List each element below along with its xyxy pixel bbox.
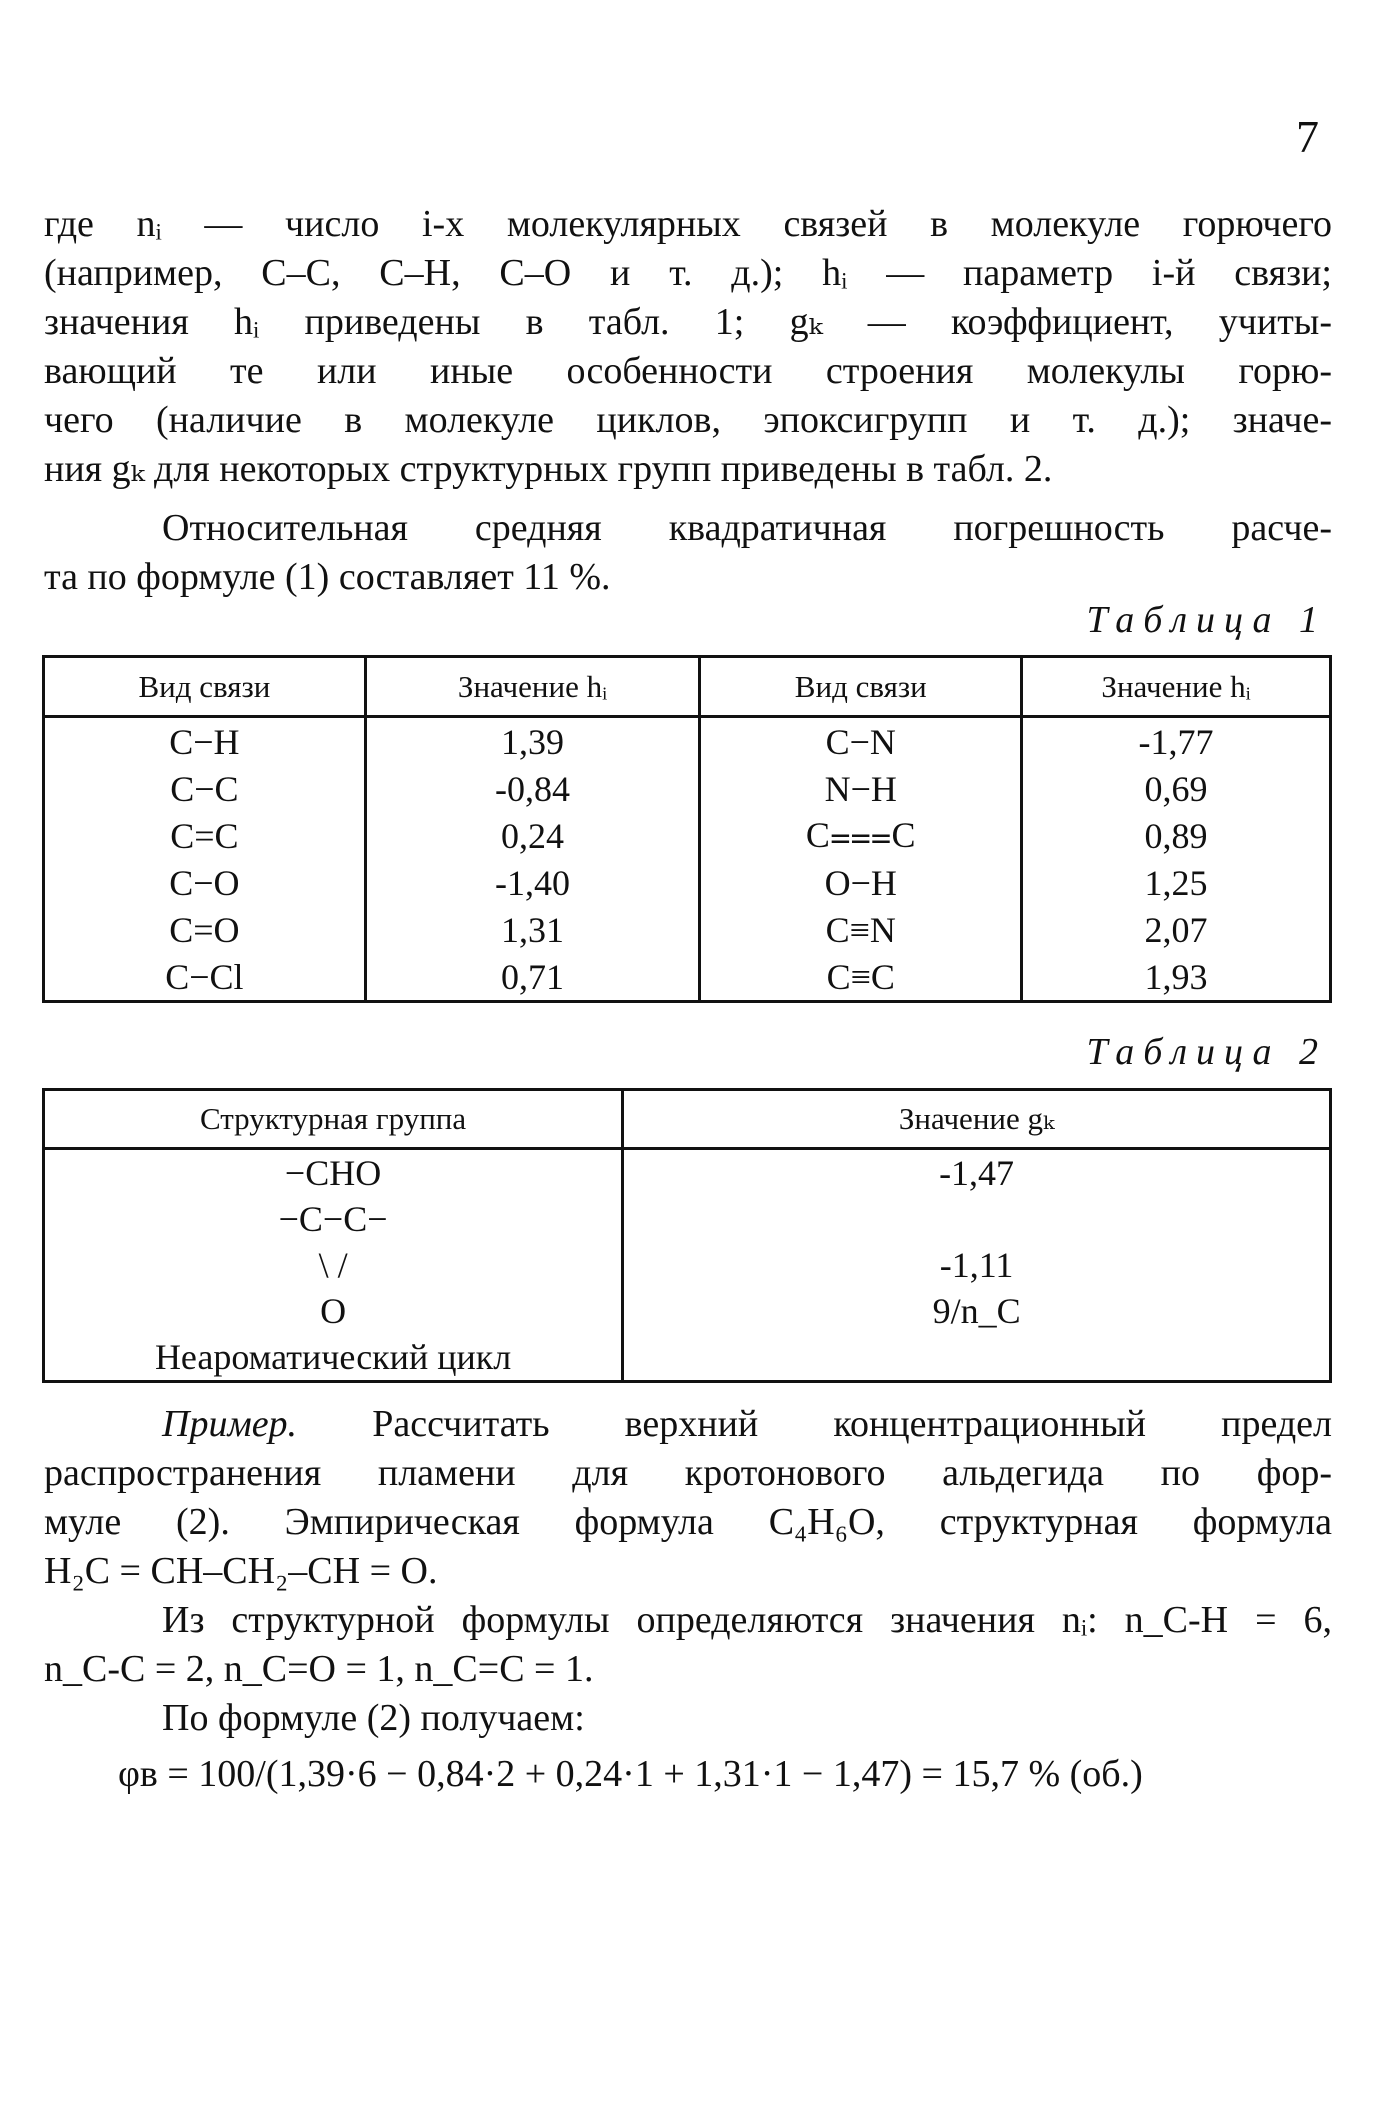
text-line: H₂C = CH–CH₂–CH = O. [44, 1550, 438, 1592]
structural-groups-table [42, 1088, 1332, 1383]
text-line: ния gₖ для некоторых структурных групп приведены в табл. 2. [44, 448, 1053, 490]
gk-value: -1,47 [939, 1153, 1015, 1193]
paragraph-definitions [44, 200, 1332, 494]
value-cell: 0,69 [1022, 765, 1331, 812]
text-line: (например, C–C, C–H, C–O и т. д.); hᵢ — параметр i-й связи; [44, 252, 1332, 294]
bond-cell: C=C [44, 812, 366, 859]
text-line: где nᵢ — число i-х молекулярных связей в молекуле горючего [44, 203, 1332, 245]
table2-caption: Таблица 2 [1086, 1031, 1327, 1073]
gk-value [624, 1196, 1329, 1242]
header-bond-type: Вид связи [44, 657, 366, 717]
value-cell: -1,40 [365, 859, 700, 906]
header-structural-group: Структурная группа [44, 1090, 623, 1149]
bond-cell: C≡C [700, 953, 1022, 1002]
text-line: та по формуле (1) составляет 11 %. [44, 556, 611, 598]
group-cell [44, 1149, 623, 1382]
table-row [44, 1149, 1331, 1382]
group-epoxy-oxygen: O [320, 1291, 347, 1331]
bond-cell: N−H [700, 765, 1022, 812]
bond-cell: C−Cl [44, 953, 366, 1002]
header-bond-type: Вид связи [700, 657, 1022, 717]
table-row [44, 812, 1331, 859]
table-row [44, 906, 1331, 953]
value-cell: 1,93 [1022, 953, 1331, 1002]
page-number: 7 [1296, 111, 1319, 162]
bond-cell: C−N [700, 717, 1022, 766]
table1-caption: Таблица 1 [1086, 599, 1327, 641]
value-cell: 2,07 [1022, 906, 1331, 953]
value-cell: 1,39 [365, 717, 700, 766]
gk-value: 9/n_C [932, 1291, 1021, 1331]
header-value: Значение hᵢ [365, 657, 700, 717]
value-cell: 0,71 [365, 953, 700, 1002]
example-label: Пример. [162, 1403, 298, 1445]
bond-cell: C=O [44, 906, 366, 953]
header-value: Значение hᵢ [1022, 657, 1331, 717]
result-formula: φв = 100/(1,39·6 − 0,84·2 + 0,24·1 + 1,31·1 − 1,47) = 15,7 % (об.) [118, 1753, 1143, 1795]
example-text: Рассчитать верхний концентрационный предел [297, 1403, 1332, 1445]
paragraph-result-intro [44, 1694, 1332, 1743]
group-epoxy-bonds: \ / [318, 1245, 348, 1285]
bond-cell: C≡N [700, 906, 1022, 953]
value-cell: 0,24 [365, 812, 700, 859]
group-cho: −CHO [284, 1153, 382, 1193]
bond-cell: C⩶C [700, 812, 1022, 859]
table-row [44, 765, 1331, 812]
text-line [44, 1400, 1332, 1449]
paragraph-example [44, 1400, 1332, 1596]
gk-value-cell [623, 1149, 1331, 1382]
bond-cell: C−H [44, 717, 366, 766]
table-row [44, 717, 1331, 766]
gk-value: -1,11 [939, 1245, 1014, 1285]
paragraph-error [44, 504, 1332, 602]
text-line: вающий те или иные особенности строения молекулы горю- [44, 350, 1332, 392]
text-line: Относительная средняя квадратичная погрешность расче- [162, 507, 1332, 549]
value-cell: -0,84 [365, 765, 700, 812]
value-cell: 0,89 [1022, 812, 1331, 859]
bond-cell: C−C [44, 765, 366, 812]
value-cell: -1,77 [1022, 717, 1331, 766]
text-line: чего (наличие в молекуле циклов, эпоксигрупп и т. д.); значе- [44, 399, 1332, 441]
text-line: муле (2). Эмпирическая формула C₄H₆O, структурная формула [44, 1501, 1332, 1543]
group-nonaromatic-ring: Неароматический цикл [154, 1337, 512, 1377]
paragraph-counts [44, 1596, 1332, 1694]
table-row [44, 859, 1331, 906]
value-cell: 1,25 [1022, 859, 1331, 906]
bond-cell: O−H [700, 859, 1022, 906]
text-line: Из структурной формулы определяются значения nᵢ: n_C-H = 6, [162, 1599, 1332, 1641]
text-line: n_C-C = 2, n_C=O = 1, n_C=C = 1. [44, 1648, 594, 1690]
group-epoxy-chain: −C−C− [278, 1199, 388, 1239]
value-cell: 1,31 [365, 906, 700, 953]
bond-cell: C−O [44, 859, 366, 906]
table-row [44, 953, 1331, 1002]
bond-parameters-table [42, 655, 1332, 1003]
header-gk-value: Значение gₖ [623, 1090, 1331, 1149]
text-line: значения hᵢ приведены в табл. 1; gₖ — коэффициент, учиты- [44, 301, 1332, 343]
text-line: распространения пламени для кротонового альдегида по фор- [44, 1452, 1332, 1494]
gk-value-empty [624, 1334, 1329, 1380]
text-line: По формуле (2) получаем: [162, 1697, 585, 1739]
